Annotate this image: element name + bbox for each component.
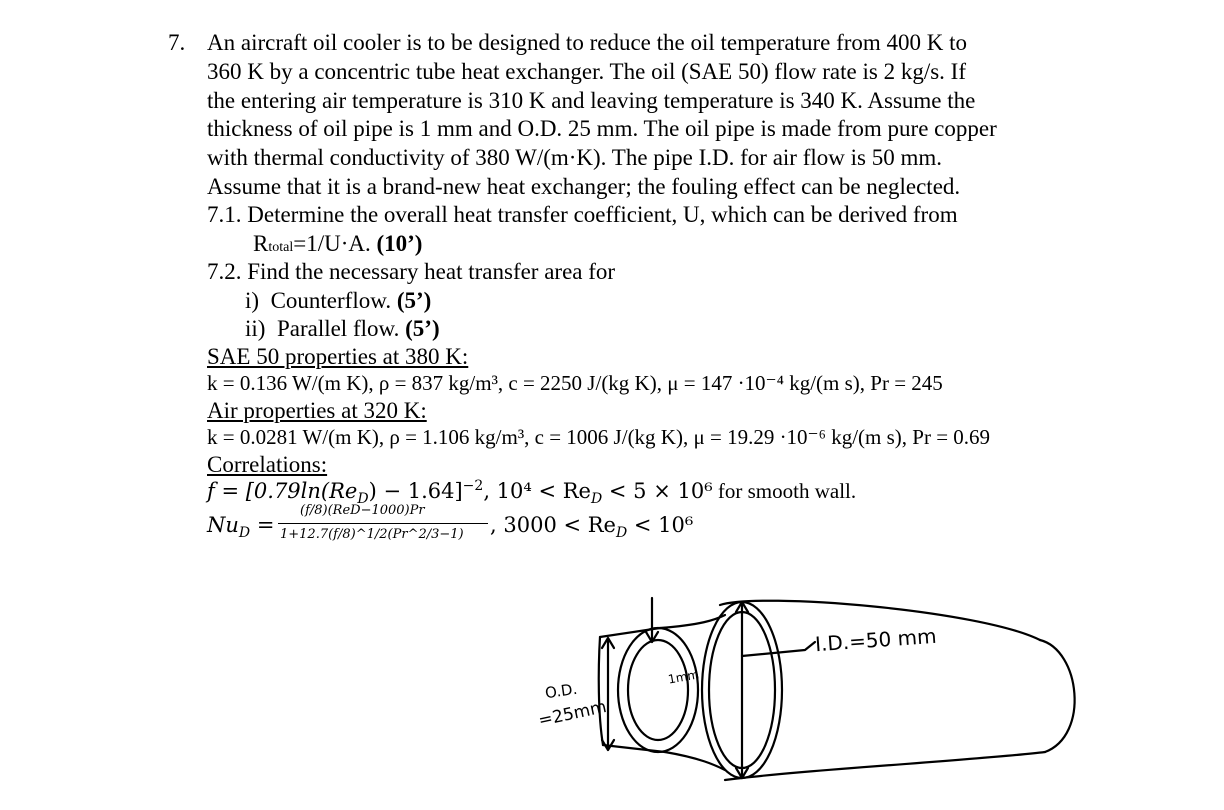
od-label-2: =25mm <box>536 697 609 731</box>
sae-heading: SAE 50 properties at 380 K: <box>207 344 469 369</box>
id-label: I.D.=50 mm <box>814 623 938 657</box>
friction-range-sub: D <box>591 491 603 508</box>
inner-pipe-outer-ring <box>618 628 698 752</box>
od-label-1: O.D. <box>543 679 579 703</box>
item-text: Counterflow. <box>270 288 397 313</box>
statement-line-5: with thermal conductivity of 380 W/(m·K). The pipe I.D. for air flow is 50 mm. <box>207 145 943 170</box>
friction-rest: ) − 1.64] <box>368 479 463 503</box>
friction-exp: −2 <box>462 478 484 494</box>
nu-equals: = <box>250 513 275 537</box>
item-points: (5’) <box>396 288 432 313</box>
problem-number: 7. <box>168 30 186 55</box>
item-marker: i) <box>245 288 260 313</box>
nu-range-rest: < 10⁶ <box>627 513 694 537</box>
inner-pipe-left <box>599 637 603 745</box>
nu-range: 3000 < Re <box>503 513 616 537</box>
statement-line-4: thickness of oil pipe is 1 mm and O.D. 25 mm. The oil pipe is made from pure copper <box>207 116 997 141</box>
statement-line-6: Assume that it is a brand-new heat exchanger; the fouling effect can be neglected. <box>207 174 961 199</box>
nu-numerator: (f/8)(ReD−1000)Pr <box>300 503 425 518</box>
question-7-2: 7.2. Find the necessary heat transfer area for <box>207 259 616 284</box>
statement-line-3: the entering air temperature is 310 K and leaving temperature is 340 K. Assume the <box>207 88 976 113</box>
nu-range-sub: D <box>616 525 628 542</box>
air-values: k = 0.0281 W/(m K), ρ = 1.106 kg/m³, c = 1006 J/(kg K), μ = 19.29 ·10⁻⁶ kg/(m s), Pr = 0.69 <box>207 425 991 449</box>
statement-line-2: 360 K by a concentric tube heat exchanger. The oil (SAE 50) flow rate is 2 kg/s. If <box>207 59 966 84</box>
formula-sub-total: total <box>268 240 294 255</box>
nusselt-range: , $3000 < Re_D < 10^6$ <box>490 513 694 542</box>
question-7-1: 7.1. Determine the overall heat transfer coefficient, U, which can be derived from <box>207 202 958 227</box>
thickness-label: 1mm <box>667 667 700 687</box>
nu-denominator: 1+12.7(f/8)^1/2(Pr^2/3−1) <box>280 527 464 542</box>
sae-values: k = 0.136 W/(m K), ρ = 837 kg/m³, c = 2250 J/(kg K), μ = 147 ·10⁻⁴ kg/(m s), Pr = 245 <box>207 371 943 395</box>
friction-sub: D <box>357 491 369 508</box>
correlations-heading: Correlations: <box>207 452 328 477</box>
nu-sub: D <box>238 525 251 542</box>
item-text: Parallel flow. <box>276 316 406 341</box>
inner-pipe-inner-ring <box>628 640 688 740</box>
outer-pipe-end <box>1040 640 1075 752</box>
item-points: (5’) <box>405 316 440 341</box>
formula-rest: =1/U·A. <box>293 231 377 256</box>
formula-r: R <box>253 231 269 256</box>
outer-pipe-bottom <box>725 752 1045 780</box>
friction-range-rest: < 5 × 10⁶ <box>602 479 713 503</box>
nu-symbol: Nu <box>207 513 239 537</box>
friction-eq: f = [0.79ln(Re <box>207 479 358 503</box>
item-marker: ii) <box>245 316 266 341</box>
friction-note: for smooth wall. <box>712 479 857 503</box>
friction-range: , 10⁴ < Re <box>483 479 591 503</box>
air-heading: Air properties at 320 K: <box>207 398 427 423</box>
points-7-1: (10’) <box>376 231 423 256</box>
statement-line-1: An aircraft oil cooler is to be designed to reduce the oil temperature from 400 K to <box>207 30 968 55</box>
